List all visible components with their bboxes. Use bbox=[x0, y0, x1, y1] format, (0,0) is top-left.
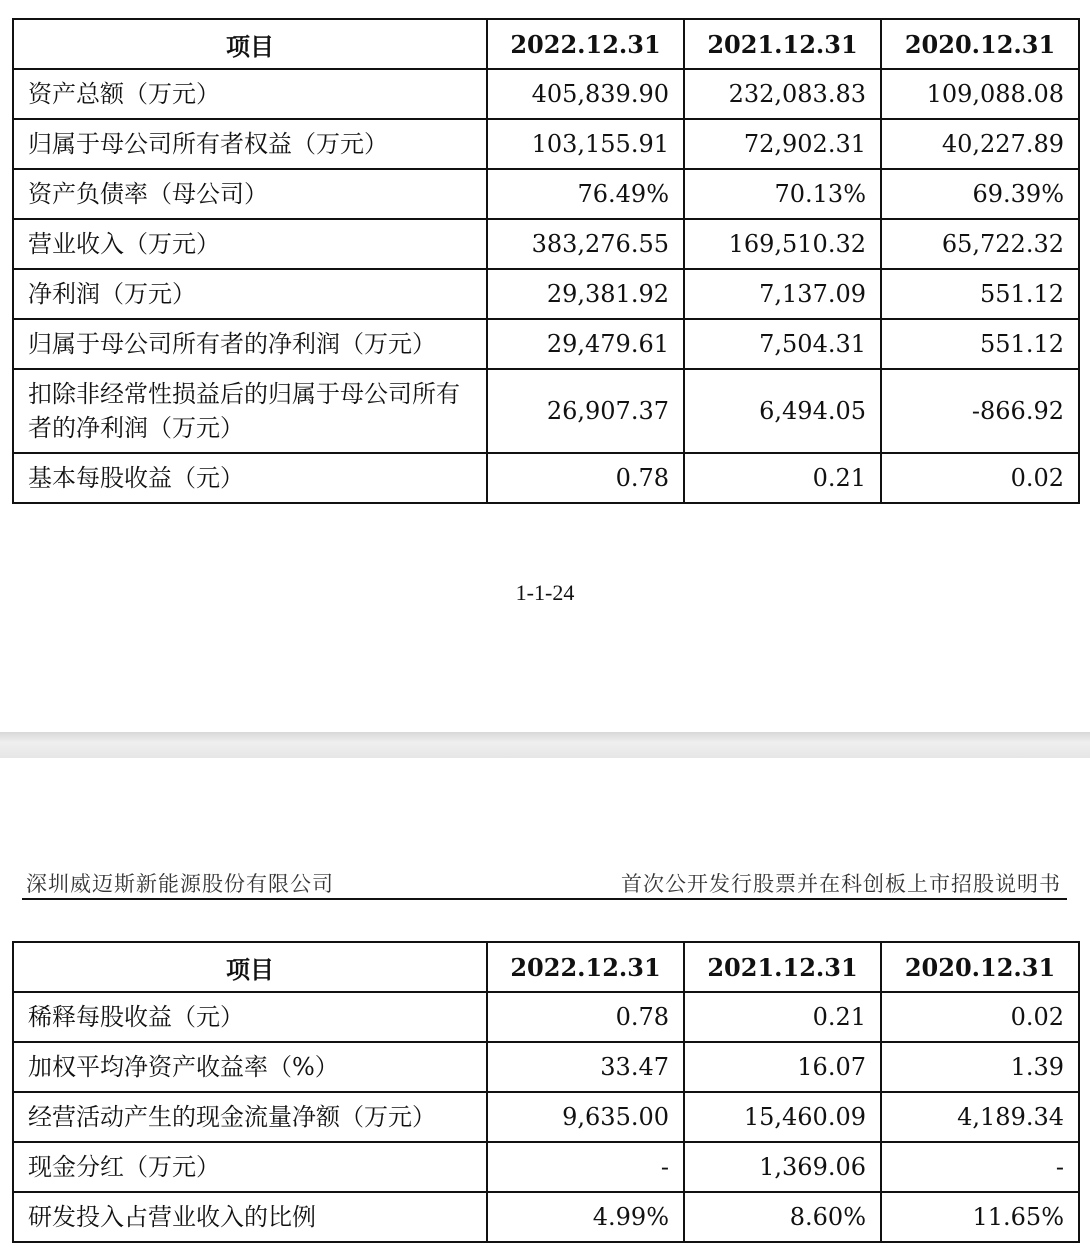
company-name: 深圳威迈斯新能源股份有限公司 bbox=[26, 872, 334, 896]
table-row bbox=[13, 1092, 1079, 1142]
row-label: 资产总额（万元） bbox=[13, 69, 487, 119]
page-number: 1-1-24 bbox=[515, 580, 575, 605]
cell-2022: 405,839.90 bbox=[487, 69, 684, 119]
cell-2022: 4.99% bbox=[487, 1192, 684, 1242]
cell-2020: 40,227.89 bbox=[881, 119, 1079, 169]
row-label: 基本每股收益（元） bbox=[13, 453, 487, 503]
row-label: 归属于母公司所有者的净利润（万元） bbox=[13, 319, 487, 369]
cell-2022: - bbox=[487, 1142, 684, 1192]
cell-2021: 1,369.06 bbox=[684, 1142, 881, 1192]
row-label: 扣除非经常性损益后的归属于母公司所有者的净利润（万元） bbox=[13, 369, 487, 453]
row-label: 稀释每股收益（元） bbox=[13, 992, 487, 1042]
cell-2020: 1.39 bbox=[881, 1042, 1079, 1092]
row-label: 营业收入（万元） bbox=[13, 219, 487, 269]
cell-2021: 15,460.09 bbox=[684, 1092, 881, 1142]
row-label: 研发投入占营业收入的比例 bbox=[13, 1192, 487, 1242]
column-header-2022: 2022.12.31 bbox=[487, 19, 684, 69]
table-row bbox=[13, 219, 1079, 269]
table-row bbox=[13, 319, 1079, 369]
table-row bbox=[13, 369, 1079, 453]
cell-2022: 0.78 bbox=[487, 453, 684, 503]
cell-2021: 7,137.09 bbox=[684, 269, 881, 319]
cell-2020: 11.65% bbox=[881, 1192, 1079, 1242]
row-label: 归属于母公司所有者权益（万元） bbox=[13, 119, 487, 169]
cell-2021: 72,902.31 bbox=[684, 119, 881, 169]
cell-2021: 0.21 bbox=[684, 453, 881, 503]
cell-2021: 8.60% bbox=[684, 1192, 881, 1242]
cell-2022: 33.47 bbox=[487, 1042, 684, 1092]
table-row bbox=[13, 69, 1079, 119]
cell-2020: 65,722.32 bbox=[881, 219, 1079, 269]
row-label: 资产负债率（母公司） bbox=[13, 169, 487, 219]
column-header-item: 项目 bbox=[13, 942, 487, 992]
cell-2020: -866.92 bbox=[881, 369, 1079, 453]
cell-2020: 0.02 bbox=[881, 453, 1079, 503]
cell-2022: 103,155.91 bbox=[487, 119, 684, 169]
cell-2020: - bbox=[881, 1142, 1079, 1192]
cell-2022: 9,635.00 bbox=[487, 1092, 684, 1142]
cell-2021: 169,510.32 bbox=[684, 219, 881, 269]
cell-2020: 551.12 bbox=[881, 319, 1079, 369]
cell-2021: 16.07 bbox=[684, 1042, 881, 1092]
table-row bbox=[13, 1142, 1079, 1192]
cell-2022: 383,276.55 bbox=[487, 219, 684, 269]
column-header-2021: 2021.12.31 bbox=[684, 19, 881, 69]
table-row bbox=[13, 269, 1079, 319]
row-label: 加权平均净资产收益率（%） bbox=[13, 1042, 487, 1092]
cell-2022: 76.49% bbox=[487, 169, 684, 219]
table-row bbox=[13, 119, 1079, 169]
table-row bbox=[13, 1042, 1079, 1092]
table-row bbox=[13, 992, 1079, 1042]
cell-2020: 0.02 bbox=[881, 992, 1079, 1042]
column-header-item: 项目 bbox=[13, 19, 487, 69]
row-label: 现金分红（万元） bbox=[13, 1142, 487, 1192]
running-header bbox=[22, 868, 1067, 900]
table-header-row bbox=[13, 19, 1079, 69]
cell-2022: 26,907.37 bbox=[487, 369, 684, 453]
table-row bbox=[13, 1192, 1079, 1242]
cell-2021: 0.21 bbox=[684, 992, 881, 1042]
cell-2020: 109,088.08 bbox=[881, 69, 1079, 119]
table-header-row bbox=[13, 942, 1079, 992]
cell-2020: 69.39% bbox=[881, 169, 1079, 219]
prospectus-page-2 bbox=[0, 758, 1090, 1254]
table-row bbox=[13, 169, 1079, 219]
column-header-2021: 2021.12.31 bbox=[684, 942, 881, 992]
financial-indicators-table bbox=[12, 18, 1080, 504]
row-label: 经营活动产生的现金流量净额（万元） bbox=[13, 1092, 487, 1142]
cell-2021: 70.13% bbox=[684, 169, 881, 219]
cell-2022: 29,479.61 bbox=[487, 319, 684, 369]
financial-indicators-table-continued bbox=[12, 941, 1080, 1243]
cell-2021: 7,504.31 bbox=[684, 319, 881, 369]
cell-2021: 6,494.05 bbox=[684, 369, 881, 453]
document-title: 首次公开发行股票并在科创板上市招股说明书 bbox=[621, 872, 1061, 896]
cell-2022: 29,381.92 bbox=[487, 269, 684, 319]
column-header-2020: 2020.12.31 bbox=[881, 19, 1079, 69]
table-row bbox=[13, 453, 1079, 503]
row-label: 净利润（万元） bbox=[13, 269, 487, 319]
column-header-2022: 2022.12.31 bbox=[487, 942, 684, 992]
column-header-2020: 2020.12.31 bbox=[881, 942, 1079, 992]
cell-2021: 232,083.83 bbox=[684, 69, 881, 119]
cell-2022: 0.78 bbox=[487, 992, 684, 1042]
page-separator bbox=[0, 732, 1090, 758]
cell-2020: 551.12 bbox=[881, 269, 1079, 319]
cell-2020: 4,189.34 bbox=[881, 1092, 1079, 1142]
